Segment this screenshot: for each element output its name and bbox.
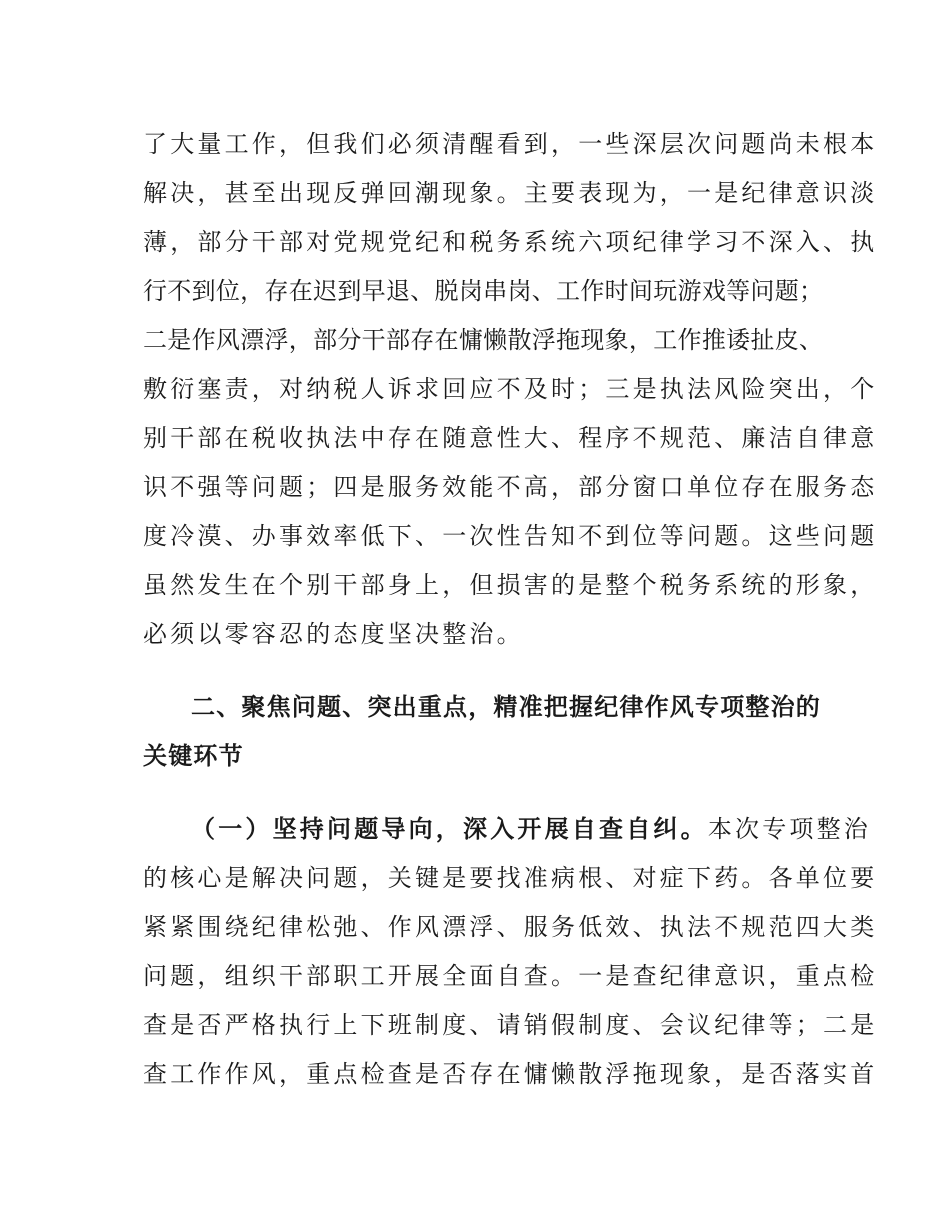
- text-line: 必须以零容忍的态度坚决整治。: [143, 620, 524, 648]
- text-span: 本次专项整治: [707, 815, 872, 843]
- text-line: 查是否严格执行上下班制度、请销假制度、会议纪律等；二是: [143, 1011, 878, 1039]
- paragraph-gap: [143, 781, 823, 805]
- text-line: 紧紧围绕纪律松弛、作风漂浮、服务低效、执法不规范四大类: [143, 913, 878, 941]
- heading-line: 二、聚焦问题、突出重点，精准把握纪律作风专项整治的: [191, 693, 821, 721]
- text-line: 虽然发生在个别干部身上，但损害的是整个税务系统的形象，: [143, 571, 878, 599]
- document-page: [143, 120, 878, 1099]
- text-line: 了大量工作，但我们必须清醒看到，一些深层次问题尚未根本: [143, 130, 878, 158]
- section-heading: [143, 683, 823, 781]
- paragraph-gap: [143, 659, 823, 683]
- text-line: 的核心是解决问题，关键是要找准病根、对症下药。各单位要: [143, 864, 878, 892]
- subheading-lead: （一）坚持问题导向，深入开展自查自纠。: [191, 815, 708, 843]
- text-line: 二是作风漂浮，部分干部存在慵懒散浮拖现象，工作推诿扯皮、: [143, 326, 823, 354]
- paragraph-problems: [143, 120, 878, 659]
- heading-line: 关键环节: [143, 742, 244, 770]
- text-line: 敷衍塞责，对纳税人诉求回应不及时；三是执法风险突出，个: [143, 375, 878, 403]
- text-line: 别干部在税收执法中存在随意性大、程序不规范、廉洁自律意: [143, 424, 878, 452]
- text-line-first: [143, 805, 872, 854]
- text-line: 度冷漠、办事效率低下、一次性告知不到位等问题。这些问题: [143, 522, 878, 550]
- text-line: 行不到位，存在迟到早退、脱岗串岗、工作时间玩游戏等问题；: [143, 277, 823, 305]
- text-line: 问题，组织干部职工开展全面自查。一是查纪律意识，重点检: [143, 962, 878, 990]
- text-line: 薄，部分干部对党规党纪和税务系统六项纪律学习不深入、执: [143, 228, 878, 256]
- text-line: 识不强等问题；四是服务效能不高，部分窗口单位存在服务态: [143, 473, 878, 501]
- paragraph-self-inspection: [143, 805, 878, 1099]
- text-line: 解决，甚至出现反弹回潮现象。主要表现为，一是纪律意识淡: [143, 179, 878, 207]
- text-line: 查工作作风，重点检查是否存在慵懒散浮拖现象，是否落实首: [143, 1060, 878, 1088]
